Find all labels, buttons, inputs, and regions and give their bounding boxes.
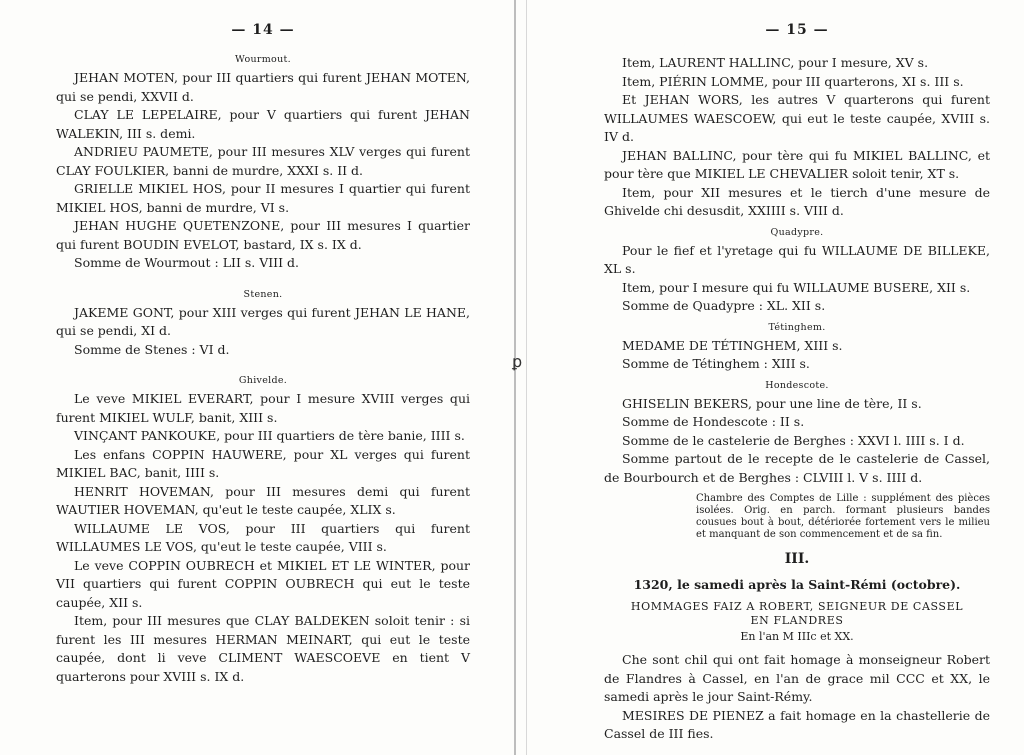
entry: Le veve COPPIN OUBRECH et MIKIEL ET LE WINTER, pour VII quartiers qui furent COPPIN OUBRECH qui eut le teste caupée, XII s. xyxy=(56,557,470,610)
section-heading-tetinghem: Tétinghem. xyxy=(768,321,826,333)
hommages-title-line2: EN FLANDRES xyxy=(750,614,844,627)
entry: Item, PIÉRIN LOMME, pour III quarterons, XI s. III s. xyxy=(622,73,964,89)
section-heading-quadypre: Quadypre. xyxy=(770,226,824,238)
entry: JEHAN HUGHE QUETENZONE, pour III mesures I quartier qui furent BOUDIN EVELOT, bastard, IX s. IX d. xyxy=(56,218,470,252)
entry: Pour le fief et l'yretage qui fu WILLAUME DE BILLEKE, XL s. xyxy=(604,242,990,276)
section-heading-hondescote: Hondescote. xyxy=(765,379,829,391)
entry: WILLAUME LE VOS, pour III quartiers qui furent WILLAUMES LE VOS, qu'eut le teste caupée, VIII s. xyxy=(56,520,470,554)
entry: ANDRIEU PAUMETE, pour III mesures XLV verges qui furent CLAY FOULKIER, banni de murdre, XXXI s. II d. xyxy=(56,144,470,178)
entry: Item, LAURENT HALLINC, pour I mesure, XV s. xyxy=(622,55,929,70)
entry: VINÇANT PANKOUKE, pour III quartiers de tère banie, IIII s. xyxy=(74,428,465,443)
entry: JAKEME GONT, pour XIII verges qui furent JEHAN LE HANE, qui se pendi, XI d. xyxy=(56,304,470,338)
gutter-mark: ꝑ xyxy=(512,352,523,371)
entry: MESIRES DE PIENEZ a fait homage en la chastellerie de Cassel de III fies. xyxy=(604,707,990,741)
sum-entry: Somme partout de le recepte de le castelerie de Cassel, de Bourbourch et de Berghes : CLVIII l. V s. IIII d. xyxy=(604,451,990,485)
right-page xyxy=(520,0,1024,755)
entry: Item, pour I mesure qui fu WILLAUME BUSERE, XII s. xyxy=(622,279,971,295)
section-heading-stenen: Stenen. xyxy=(243,288,283,300)
year-line: En l'an M IIIc et XX. xyxy=(740,630,854,643)
entry: Le veve MIKIEL EVERART, pour I mesure XVIII verges qui furent MIKIEL WULF, banit, XIII s. xyxy=(56,391,470,425)
hommages-title-line1: HOMMAGES FAIZ A ROBERT, SEIGNEUR DE CASSEL xyxy=(630,600,964,613)
entry: Item, pour XII mesures et le tierch d'une mesure de Ghivelde chi desusdit, XXIIII s. VIII d. xyxy=(604,184,990,218)
entry: CLAY LE LEPELAIRE, pour V quartiers qui furent JEHAN WALEKIN, III s. demi. xyxy=(56,107,470,141)
entry: HENRIT HOVEMAN, pour III mesures demi qui furent WAUTIER HOVEMAN, qu'eut le teste caupée, XLIX s. xyxy=(56,483,470,517)
entry: Item, pour III mesures que CLAY BALDEKEN soloit tenir : si furent les III mesures HERMAN MEINART, qui eut le teste caupée, dont li veve CLIMENT WAESCOEVE en tient V quarterons pour XVIII s. IX d. xyxy=(56,613,470,684)
section-heading-wourmout: Wourmout. xyxy=(235,54,291,65)
sum-entry: Somme de Tétinghem : XIII s. xyxy=(622,356,810,371)
book-spine xyxy=(514,0,516,755)
sum-entry: Somme de Wourmout : LII s. VIII d. xyxy=(74,255,299,270)
page-number-left: — 14 — xyxy=(231,22,295,38)
date-heading: 1320, le samedi après la Saint-Rémi (octobre). xyxy=(633,577,961,592)
page-number-right: — 15 — xyxy=(765,22,829,38)
entry: GHISELIN BEKERS, pour une line de tère, II s. xyxy=(622,395,922,411)
section-heading-ghivelde: Ghivelde. xyxy=(238,375,288,386)
entry: JEHAN MOTEN, pour III quartiers qui furent JEHAN MOTEN, qui se pendi, XXVII d. xyxy=(56,70,470,104)
sum-entry: Somme de Quadypre : XL. XII s. xyxy=(622,298,826,313)
entry: Et JEHAN WORS, les autres V quarterons qui furent WILLAUMES WAESCOEW, qui eut le teste caupée, XVIII s. IV d. xyxy=(604,92,990,144)
chapter-number: III. xyxy=(784,551,810,567)
archive-note: Chambre des Comptes de Lille : supplément des pièces isolées. Orig. en parch. formant plusieurs bandes cousues bout à bout, détériorée fortement vers le milieu et manquant de son commencement et de sa fin. xyxy=(696,493,990,540)
sum-entry: Somme de Hondescote : II s. xyxy=(622,414,805,429)
entry: MEDAME DE TÉTINGHEM, XIII s. xyxy=(622,337,843,353)
sum-entry: Somme de le castelerie de Berghes : XXVI l. IIII s. I d. xyxy=(622,432,965,448)
entry: GRIELLE MIKIEL HOS, pour II mesures I quartier qui furent MIKIEL HOS, banni de murdre, VI s. xyxy=(56,181,470,215)
sum-entry: Somme de Stenes : VI d. xyxy=(74,341,230,357)
entry: Les enfans COPPIN HAUWERE, pour XL verges qui furent MIKIEL BAC, banit, IIII s. xyxy=(56,446,470,480)
entry: Che sont chil qui ont fait homage à monseigneur Robert de Flandres à Cassel, en l'an de grace mil CCC et XX, le samedi après le jour Saint-Rémy. xyxy=(604,652,990,704)
entry: JEHAN BALLINC, pour tère qui fu MIKIEL BALLINC, et pour tère que MIKIEL LE CHEVALIER soloit tenir, XT s. xyxy=(604,147,990,181)
